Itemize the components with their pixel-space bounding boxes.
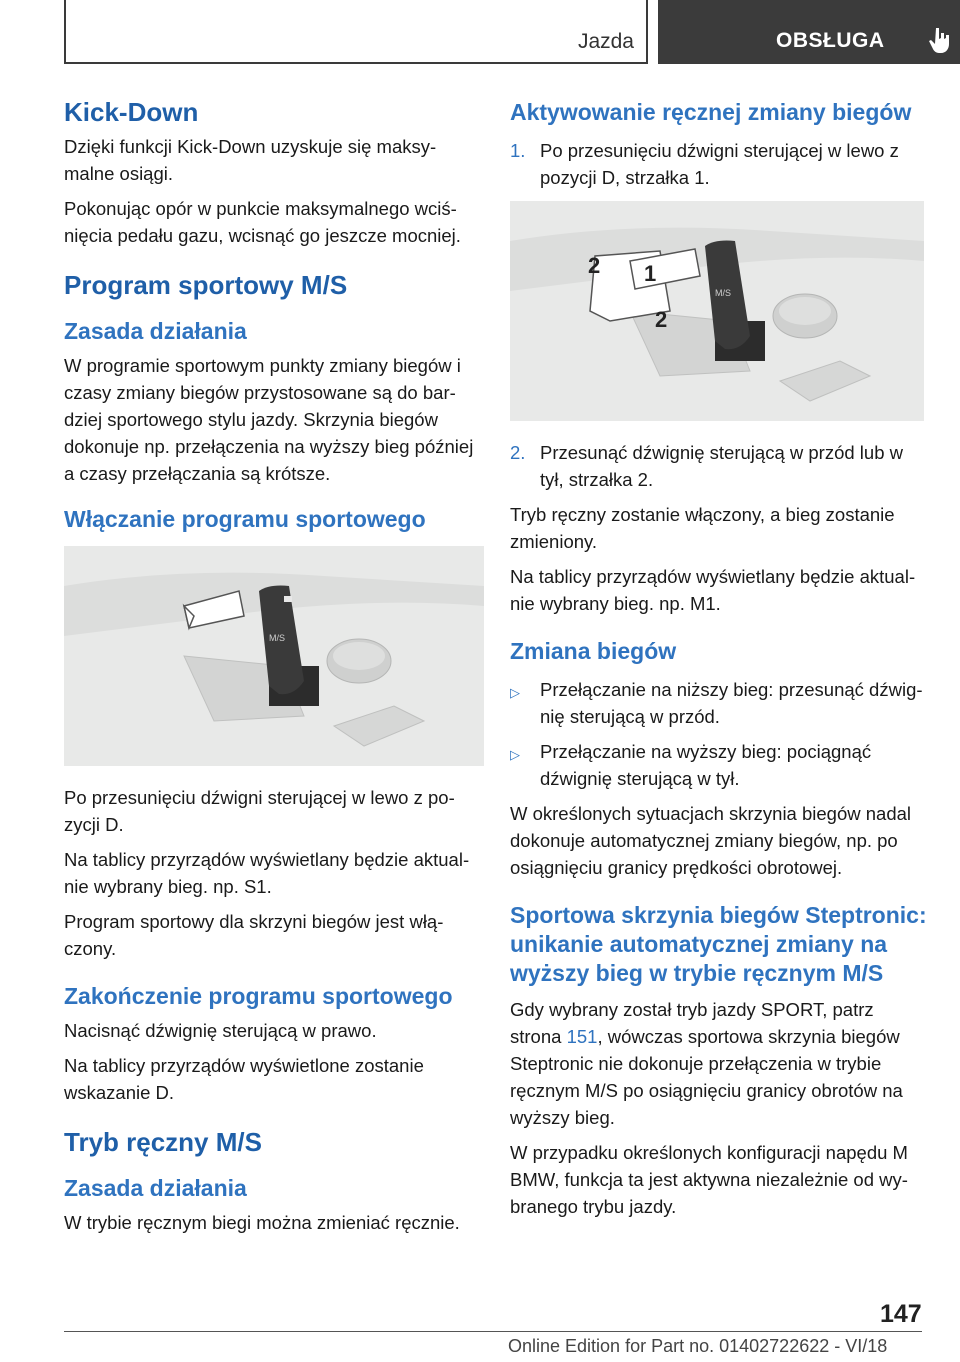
footer-divider bbox=[64, 1331, 922, 1332]
sport-activate-paragraph-3: Program sportowy dla skrzyni biegów jest włą-czony. bbox=[64, 911, 444, 959]
triangle-bullet-icon: ▷ bbox=[510, 747, 520, 762]
hand-pointer-icon bbox=[928, 26, 952, 54]
header-chapter-box bbox=[658, 0, 960, 64]
steptronic-paragraph-2: W przypadku określonych konfiguracji napędu M BMW, funkcja ta jest aktywna niezależnie od wy-branego trybu jazdy. bbox=[510, 1142, 908, 1217]
gear-lever-arrows-illustration bbox=[510, 201, 924, 421]
step-2 bbox=[510, 439, 928, 493]
sport-activate-paragraph-2: Na tablicy przyrządów wyświetlany będzie aktual-nie wybrany bieg. np. S1. bbox=[64, 849, 470, 897]
figure-label-2-bottom: 2 bbox=[655, 307, 668, 332]
sport-principle-heading: Zasada działania bbox=[64, 318, 247, 344]
step-1 bbox=[510, 137, 928, 191]
manual-principle-heading: Zasada działania bbox=[64, 1175, 247, 1201]
step-1-text: Po przesunięciu dźwigni sterującej w lewo z pozycji D, strzałka 1. bbox=[540, 140, 899, 188]
kickdown-paragraph-1: Dzięki funkcji Kick-Down uzyskuje się maksy-malne osiągi. bbox=[64, 136, 437, 184]
manual-activation-heading: Aktywowanie ręcznej zmiany biegów bbox=[510, 99, 912, 125]
header-chapter-label: OBSŁUGA bbox=[776, 29, 885, 52]
sport-activate-heading: Włączanie programu sportowego bbox=[64, 506, 426, 532]
sport-principle-paragraph: W programie sportowym punkty zmiany biegów i czasy zmiany biegów przystosowane są do bar-dziej sportowego stylu jazdy. Skrzynia biegów dokonuje np. przełączenia na wyższy bieg później a czasy przełączania są krótsze. bbox=[64, 355, 474, 484]
gear-shift-heading: Zmiana biegów bbox=[510, 638, 677, 664]
manual-mode-heading: Tryb ręczny M/S bbox=[64, 1127, 262, 1157]
step-2-number: 2. bbox=[510, 442, 526, 463]
bullet-upshift bbox=[510, 738, 928, 792]
page-number: 147 bbox=[880, 1300, 922, 1328]
bullet-downshift bbox=[510, 676, 928, 730]
gear-lever-left-figure bbox=[64, 546, 484, 766]
left-column bbox=[64, 98, 484, 1244]
sport-activate-paragraph-1: Po przesunięciu dźwigni sterującej w lewo z po-zycji D. bbox=[64, 787, 455, 835]
steptronic-paragraph-1-end: , wówczas sportowa skrzynia biegów Steptronic nie dokonuje przełączenia w trybie ręcznym M/S po osiągnięciu granicy obrotów na wyższy bieg. bbox=[510, 1026, 903, 1128]
steptronic-paragraph-1-start: Gdy wybrany został tryb jazdy SPORT, patrz strona bbox=[510, 999, 874, 1047]
steptronic-paragraph-1 bbox=[510, 996, 928, 1131]
page-reference-link[interactable]: 151 bbox=[566, 1026, 598, 1047]
step-1-number: 1. bbox=[510, 140, 526, 161]
sport-end-paragraph-1: Nacisnąć dźwignię sterującą w prawo. bbox=[64, 1020, 377, 1041]
header-section-box bbox=[64, 0, 648, 64]
footer-edition: Online Edition for Part no. 01402722622 - VI/18 bbox=[508, 1336, 888, 1356]
kickdown-heading: Kick-Down bbox=[64, 97, 199, 127]
right-column bbox=[510, 98, 928, 1228]
manual-after-paragraph-2: Na tablicy przyrządów wyświetlany będzie aktual-nie wybrany bieg. np. M1. bbox=[510, 566, 916, 614]
bullet-upshift-text: Przełączanie na wyższy bieg: pociągnąć dźwignię sterującą w tył. bbox=[540, 741, 872, 789]
sport-program-heading: Program sportowy M/S bbox=[64, 270, 348, 300]
header-section-label: Jazda bbox=[577, 30, 634, 53]
figure-label-2-top: 2 bbox=[588, 253, 601, 278]
sport-end-heading: Zakończenie programu sportowego bbox=[64, 983, 453, 1009]
gear-lever-right-figure bbox=[510, 201, 924, 421]
gear-shift-paragraph: W określonych sytuacjach skrzynia biegów nadal dokonuje automatycznej zmiany biegów, np. po osiągnięciu granicy prędkości obrotowej. bbox=[510, 803, 912, 878]
svg-text:M/S: M/S bbox=[269, 633, 286, 643]
bullet-downshift-text: Przełączanie na niższy bieg: przesunąć dźwig-nię sterującą w przód. bbox=[540, 679, 923, 727]
sport-end-paragraph-2: Na tablicy przyrządów wyświetlone zostanie wskazanie D. bbox=[64, 1055, 424, 1103]
kickdown-paragraph-2: Pokonując opór w punkcie maksymalnego wciś-nięcia pedału gazu, wcisnąć go jeszcze mocniej. bbox=[64, 198, 461, 246]
manual-after-paragraph-1: Tryb ręczny zostanie włączony, a bieg zostanie zmieniony. bbox=[510, 504, 895, 552]
figure-label-1: 1 bbox=[644, 261, 657, 286]
svg-text:M/S: M/S bbox=[715, 288, 732, 298]
steptronic-heading: Sportowa skrzynia biegów Steptronic: unikanie automatycznej zmiany na wyższy bieg w trybie ręcznym M/S bbox=[510, 902, 927, 986]
step-2-text: Przesunąć dźwignię sterującą w przód lub w tył, strzałka 2. bbox=[540, 442, 903, 490]
triangle-bullet-icon: ▷ bbox=[510, 685, 520, 700]
gear-lever-illustration bbox=[64, 546, 484, 766]
manual-principle-paragraph: W trybie ręcznym biegi można zmieniać ręcznie. bbox=[64, 1212, 460, 1233]
